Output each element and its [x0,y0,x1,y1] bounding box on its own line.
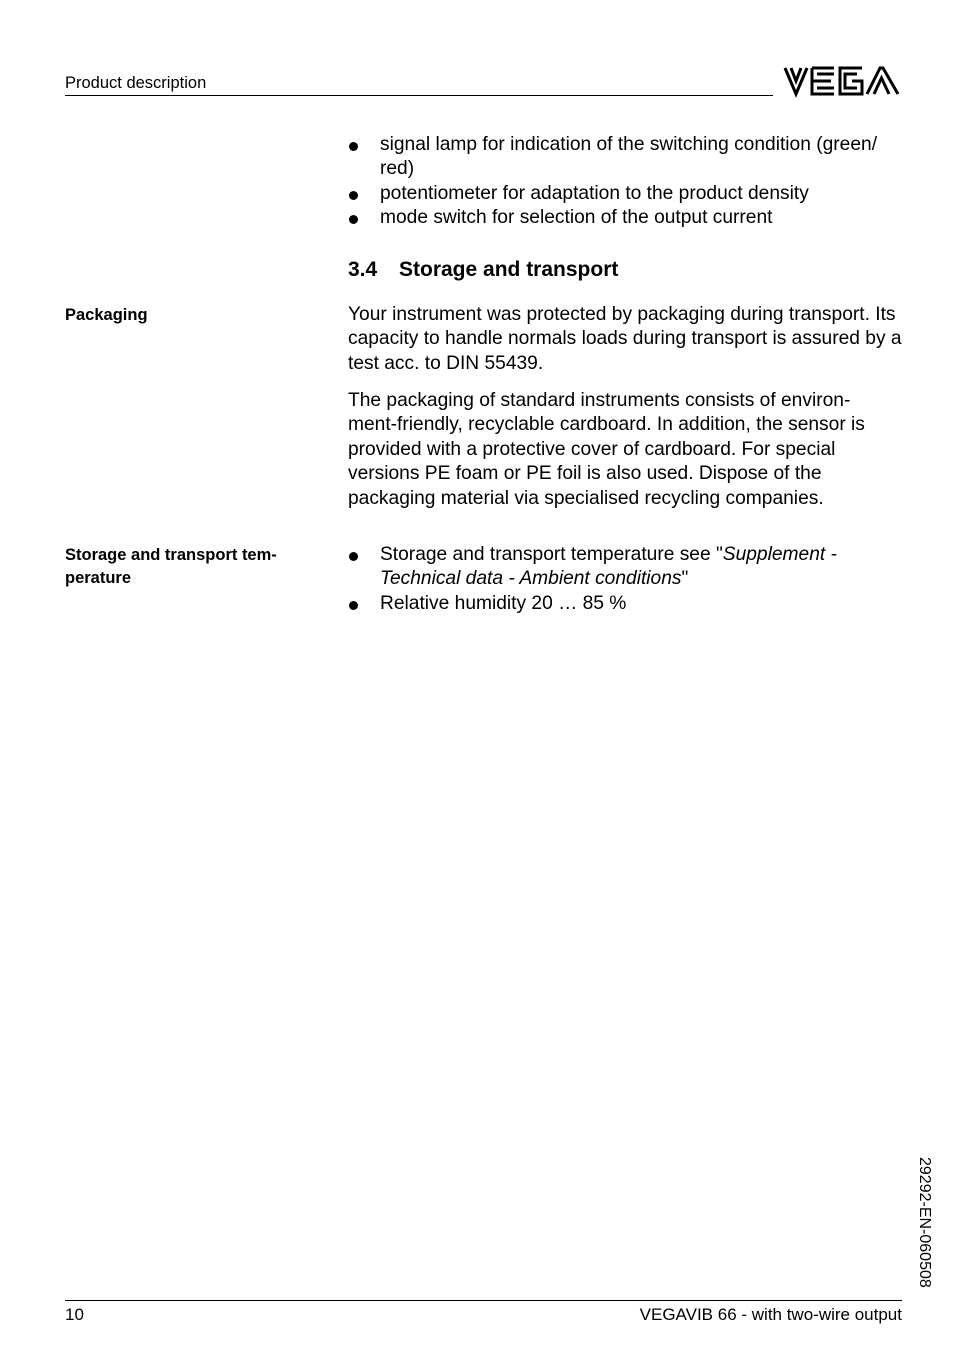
list-item [348,543,904,592]
vega-logo-graphic [782,62,902,100]
page-number: 10 [65,1305,84,1324]
footer-document-title: VEGAVIB 66 - with two-wire output [639,1305,902,1324]
bullet-dot-icon [349,601,358,610]
list-item-text: signal lamp for indication of the switching condition (green/ red) [380,134,878,180]
list-item-text-prefix: Storage and transport temperature see " [380,544,723,565]
header-section-title: Product description [65,74,207,92]
storage-bullet-block [348,543,904,616]
packaging-paragraph-1: Your instrument was protected by packaging during transport. Its capacity to handle normals loads during transport is assured by a test acc. to DIN 55439. [348,304,902,374]
top-bullet-block [348,133,904,231]
packaging-text-block [348,303,904,376]
list-item-text: potentiometer for adaptation to the product density [380,182,809,204]
list-item [348,592,904,616]
list-item [348,133,904,182]
list-item [348,206,904,230]
supplement-reference: Supplement - Technical data - Ambient conditions [380,544,837,590]
bullet-dot-icon [349,552,358,561]
bullet-dot-icon [349,142,358,151]
bullet-dot-icon [349,215,358,224]
header-divider [65,95,773,96]
storage-list [348,543,904,616]
feature-list [348,133,904,231]
document-code: 29292-EN-060508 [916,1157,933,1288]
section-number: 3.4 [348,258,378,281]
packaging-label: Packaging [65,306,148,324]
storage-temperature-label: Storage and transport tem- perature [65,546,277,587]
list-item-text-suffix: " [681,568,689,590]
packaging-text-block-2 [348,389,904,511]
section-heading [348,257,618,283]
packaging-paragraph-2: The packaging of standard instruments consists of environ- ment-friendly, recyclable cardboard. In addition, the sensor is provided with a protective cover of cardboard. For special versions PE foam or PE foil is also used. Dispose of the packaging material via specialised recycling companies. [348,390,865,509]
vega-logo [782,62,902,100]
section-title: Storage and transport [399,258,619,281]
list-item-text: mode switch for selection of the output current [380,207,773,229]
list-item [348,182,904,206]
bullet-dot-icon [349,191,358,200]
footer-divider [65,1300,902,1301]
list-item-text: Relative humidity 20 … 85 % [380,592,627,614]
